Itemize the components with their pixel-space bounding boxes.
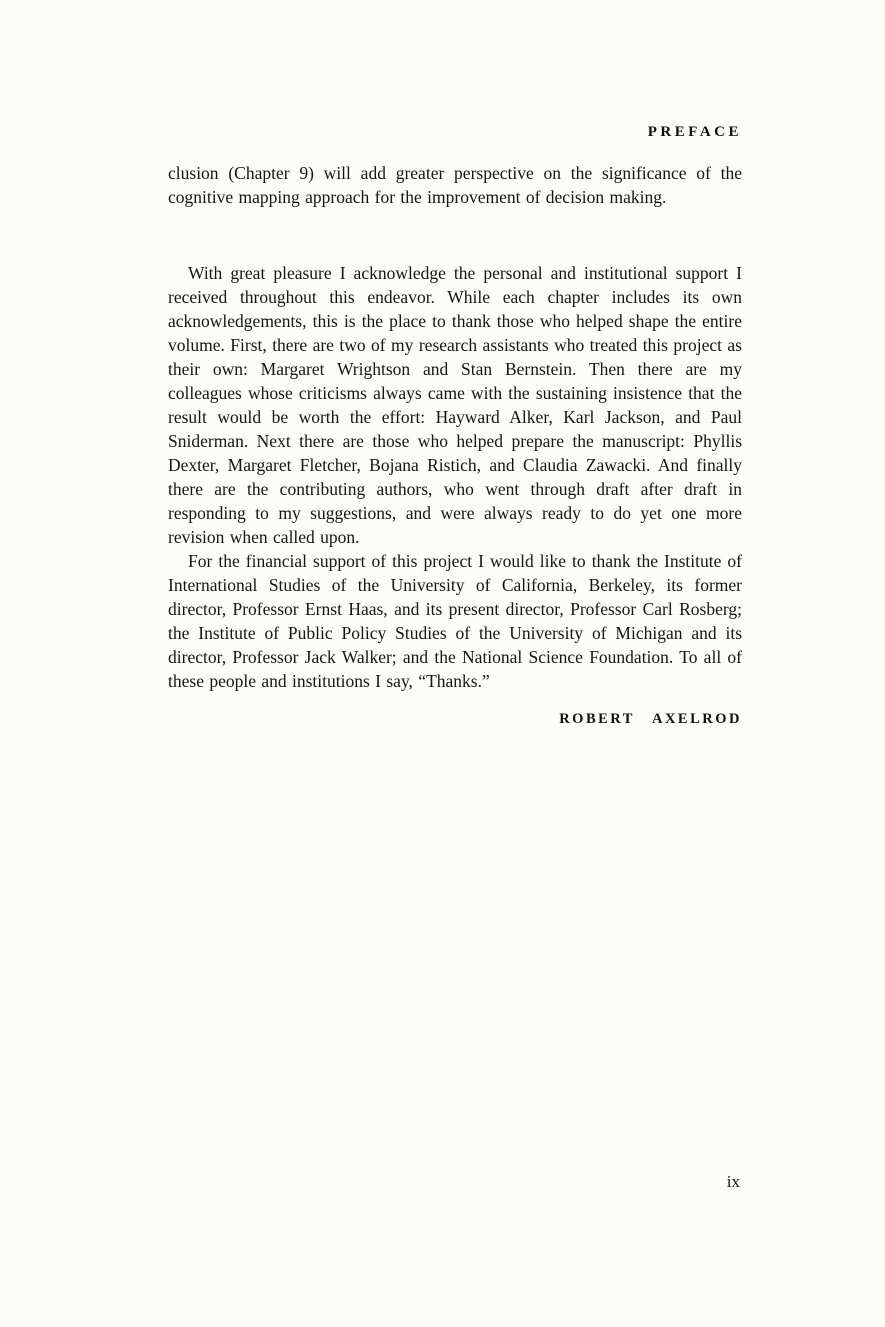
running-head: PREFACE	[647, 124, 742, 140]
page-number: ix	[726, 1172, 740, 1191]
text-block	[168, 124, 742, 728]
paragraph-continuation: clusion (Chapter 9) will add greater perspective on the significance of the cognitive mapping approach for the improvement of decision making.	[168, 163, 742, 207]
paragraph-financial-support: For the financial support of this project I would like to thank the Institute of International Studies of the University of California, Berkeley, its former director, Professor Ernst Haas, and its present director, Professor Carl Rosberg; the Institute of Public Policy Studies of the University of Michigan and its director, Professor Jack Walker; and the National Science Foundation. To all of these people and institutions I say, “Thanks.”	[168, 551, 742, 691]
section-break	[168, 209, 742, 261]
author-signature: ROBERT AXELROD	[559, 711, 742, 727]
paragraph-acknowledgements: With great pleasure I acknowledge the personal and institutional support I received throughout this endeavor. While each chapter includes its own acknowledgements, this is the place to thank those who helped shape the entire volume. First, there are two of my research assistants who treated this project as their own: Margaret Wrightson and Stan Bernstein. Then there are my colleagues whose criticisms always came with the sustaining insistence that the result would be worth the effort: Hayward Alker, Karl Jackson, and Paul Sniderman. Next there are those who helped prepare the manuscript: Phyllis Dexter, Margaret Fletcher, Bojana Ristich, and Claudia Zawacki. And finally there are the contributing authors, who went through draft after draft in responding to my suggestions, and were always ready to do yet one more revision when called upon.	[168, 263, 742, 547]
